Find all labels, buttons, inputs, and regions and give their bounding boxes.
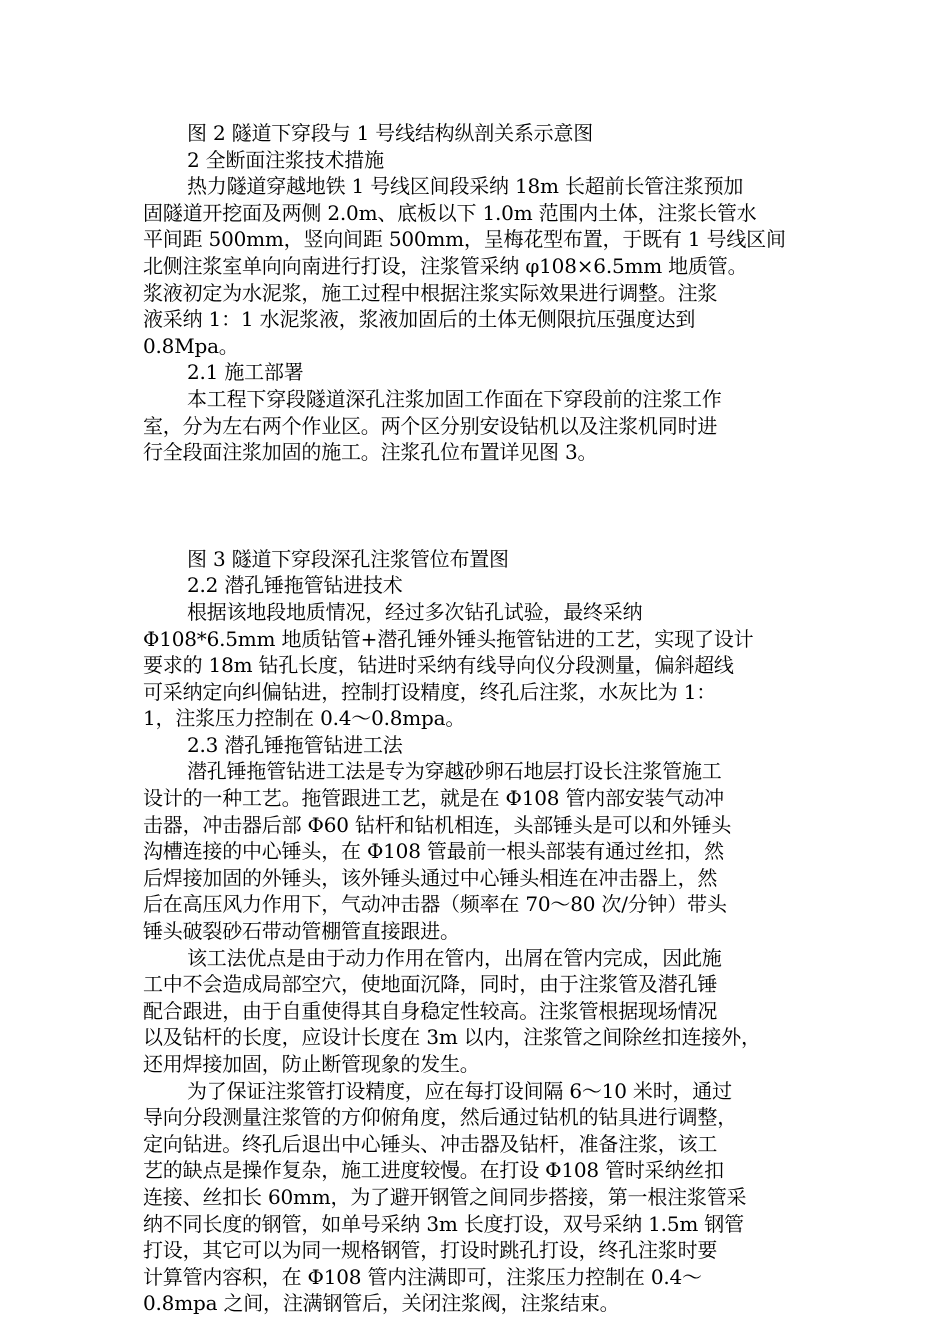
text-line: 后焊接加固的外锤头，该外锤头通过中心锤头相连在冲击器上，然 [143, 865, 718, 890]
text-line: 工中不会造成局部空穴，使地面沉降，同时，由于注浆管及潜孔锤 [143, 972, 718, 997]
text-line: 浆液初定为水泥浆，施工过程中根据注浆实际效果进行调整。注浆 [143, 280, 718, 305]
text-line: 打设，其它可以为同一规格钢管，打设时跳孔打设，终孔注浆时要 [143, 1238, 718, 1263]
figure-gap [143, 466, 843, 546]
text-line: 连接、丝扣长 60mm，为了避开钢管之间同步搭接，第一根注浆管采 [143, 1184, 747, 1209]
text-line: 以及钻杆的长度，应设计长度在 3m 以内，注浆管之间除丝扣连接外， [143, 1025, 761, 1050]
text-line: 还用焊接加固，防止断管现象的发生。 [143, 1052, 480, 1076]
text-line: 击器，冲击器后部 Φ60 钻杆和钻机相连，头部锤头是可以和外锤头 [143, 812, 732, 837]
text-line: 固隧道开挖面及两侧 2.0m、底板以下 1.0m 范围内土体，注浆长管水 [143, 200, 757, 225]
text-block-1 [143, 120, 843, 466]
text-line: 设计的一种工艺。拖管跟进工艺，就是在 Φ108 管内部安装气动冲 [143, 786, 724, 811]
text-line: Φ108*6.5mm 地质钻管+潜孔锤外锤头拖管钻进的工艺，实现了设计 [143, 626, 754, 651]
text-line: 液采纳 1：1 水泥浆液，浆液加固后的土体无侧限抗压强度达到 [143, 307, 696, 332]
text-line: 平间距 500mm，竖向间距 500mm，呈梅花型布置，于既有 1 号线区间 [143, 227, 786, 252]
text-line: 艺的缺点是操作复杂，施工进度较慢。在打设 Φ108 管时采纳丝扣 [143, 1158, 724, 1183]
text-line: 本工程下穿段隧道深孔注浆加固工作面在下穿段前的注浆工作 [187, 386, 722, 411]
text-line: 锤头破裂砂石带动管棚管直接跟进。 [143, 919, 460, 944]
text-line: 为了保证注浆管打设精度，应在每打设间隔 6～10 米时，通过 [187, 1078, 732, 1103]
text-line: 室，分为左右两个作业区。两个区分别安设钻机以及注浆机同时进 [143, 413, 718, 438]
document-page [143, 120, 843, 1317]
text-line: 2.3 潜孔锤拖管钻进工法 [187, 732, 403, 757]
text-line: 后在高压风力作用下，气动冲击器（频率在 70～80 次/分钟）带头 [143, 892, 727, 917]
text-line: 1，注浆压力控制在 0.4～0.8mpa。 [143, 706, 466, 731]
text-line: 可采纳定向纠偏钻进，控制打设精度，终孔后注浆，水灰比为 1： [143, 679, 717, 704]
text-line: 2 全断面注浆技术措施 [187, 147, 384, 172]
text-line: 2.2 潜孔锤拖管钻进技术 [187, 573, 403, 598]
text-line: 根据该地段地质情况，经过多次钻孔试验，最终采纳 [187, 599, 643, 624]
text-line: 0.8Mpa。 [143, 333, 239, 358]
text-line: 配合跟进，由于自重使得其自身稳定性较高。注浆管根据现场情况 [143, 998, 718, 1023]
text-line: 热力隧道穿越地铁 1 号线区间段采纳 18m 长超前长管注浆预加 [187, 174, 744, 199]
text-line: 定向钻进。终孔后退出中心锤头、冲击器及钻杆，准备注浆，该工 [143, 1131, 718, 1156]
text-line: 该工法优点是由于动力作用在管内，出屑在管内完成，因此施 [187, 945, 722, 970]
text-line: 图 3 隧道下穿段深孔注浆管位布置图 [187, 546, 509, 571]
text-line: 北侧注浆室单向向南进行打设，注浆管采纳 φ108×6.5mm 地质管。 [143, 253, 748, 278]
text-line: 图 2 隧道下穿段与 1 号线结构纵剖关系示意图 [187, 121, 594, 145]
text-block-2 [143, 546, 843, 1317]
text-line: 纳不同长度的钢管，如单号采纳 3m 长度打设，双号采纳 1.5m 钢管 [143, 1211, 744, 1236]
text-line: 沟槽连接的中心锤头，在 Φ108 管最前一根头部装有通过丝扣，然 [143, 839, 724, 864]
text-line: 计算管内容积，在 Φ108 管内注满即可，注浆压力控制在 0.4～ [143, 1264, 702, 1289]
text-line: 要求的 18m 钻孔长度，钻进时采纳有线导向仪分段测量，偏斜超线 [143, 653, 734, 678]
text-line: 潜孔锤拖管钻进工法是专为穿越砂卵石地层打设长注浆管施工 [187, 759, 722, 784]
text-line: 0.8mpa 之间，注满钢管后，关闭注浆阀，注浆结束。 [143, 1291, 620, 1316]
text-line: 行全段面注浆加固的施工。注浆孔位布置详见图 3。 [143, 440, 598, 465]
text-line: 导向分段测量注浆管的方仰俯角度，然后通过钻机的钻具进行调整， [143, 1105, 737, 1130]
text-line: 2.1 施工部署 [187, 360, 304, 385]
